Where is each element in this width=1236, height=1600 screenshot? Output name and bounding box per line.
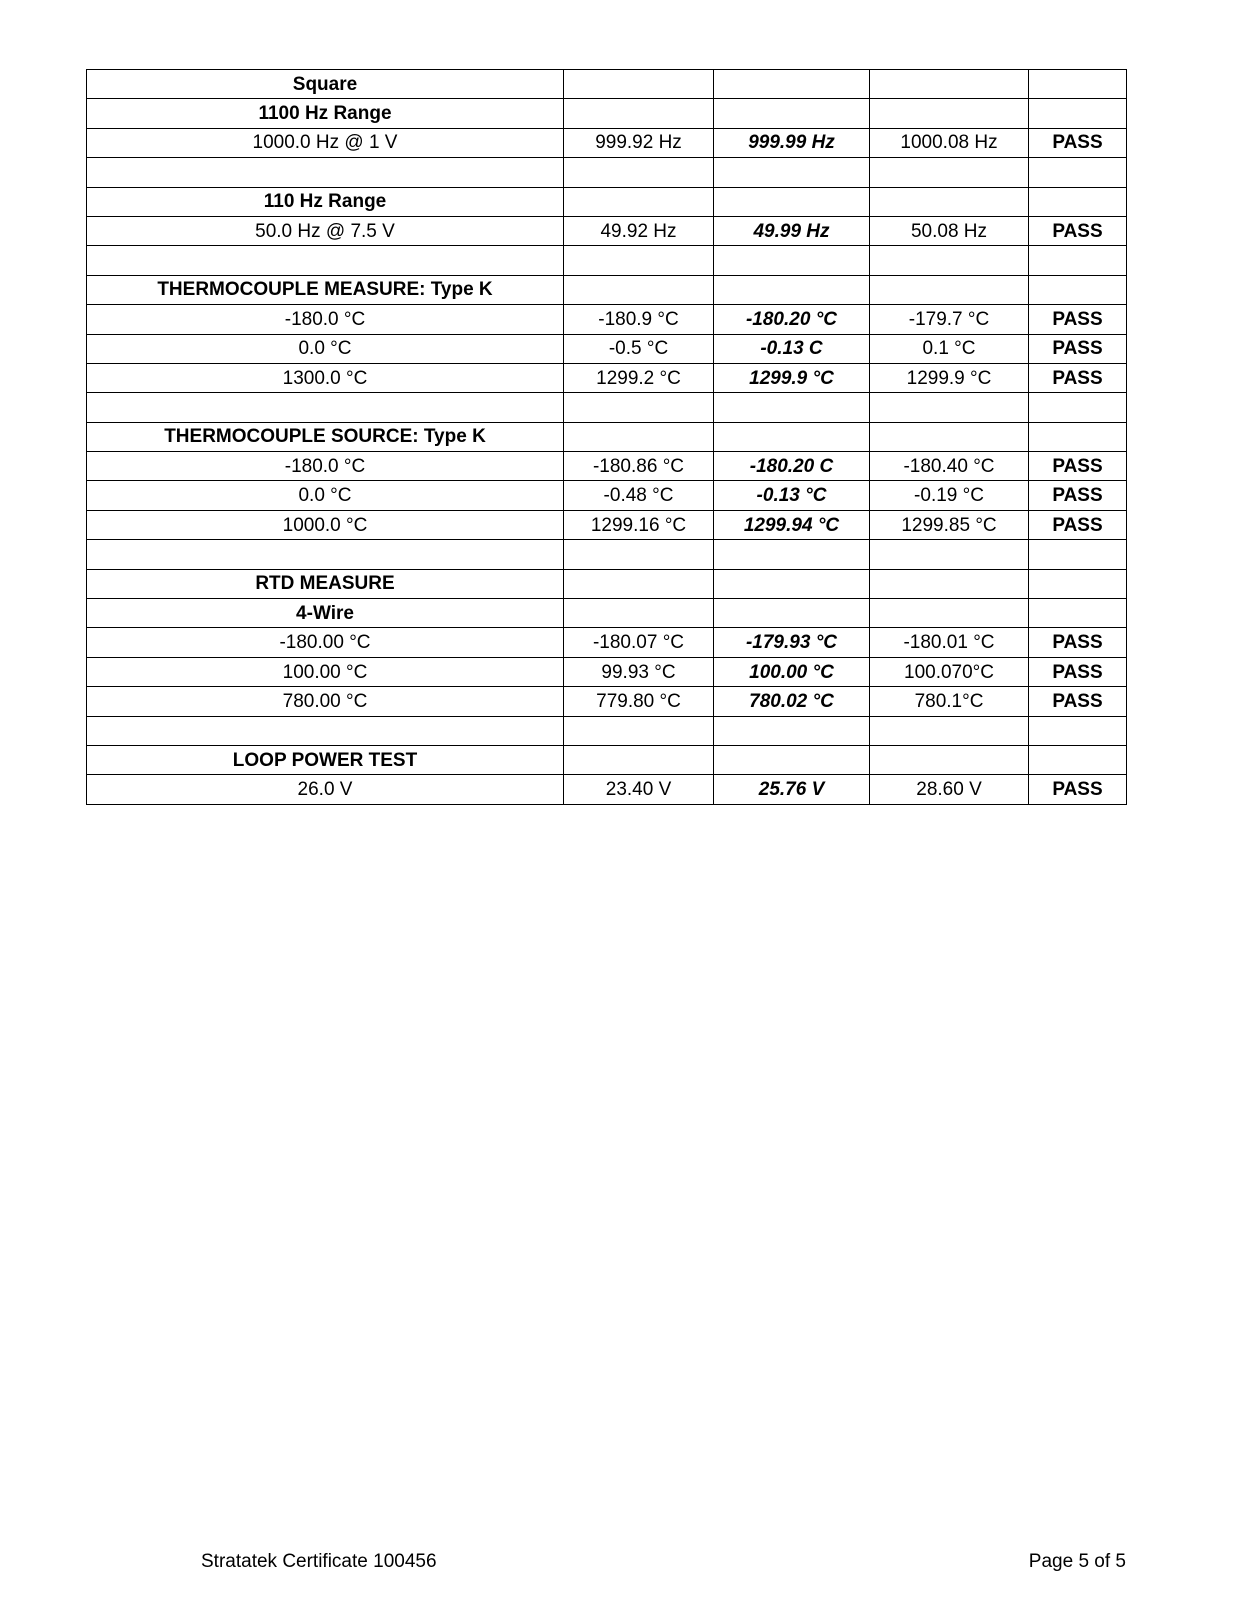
reading-cell (714, 70, 870, 99)
upper-limit-cell: 100.070°C (870, 657, 1029, 686)
upper-limit-cell (870, 275, 1029, 304)
blank-row (87, 158, 1127, 187)
result-cell (1029, 599, 1127, 628)
upper-limit-cell (870, 158, 1029, 187)
section-header-cell: THERMOCOUPLE MEASURE: Type K (87, 275, 564, 304)
section-header-cell: THERMOCOUPLE SOURCE: Type K (87, 422, 564, 451)
blank-row (87, 246, 1127, 275)
reading-cell (714, 540, 870, 569)
lower-limit-cell (564, 540, 714, 569)
reading-cell: -0.13 °C (714, 481, 870, 510)
section-header-row (87, 569, 1127, 598)
lower-limit-cell: -180.86 °C (564, 452, 714, 481)
upper-limit-cell: 1299.85 °C (870, 510, 1029, 539)
reading-cell: 1299.9 °C (714, 363, 870, 392)
upper-limit-cell (870, 745, 1029, 774)
lower-limit-cell: -0.5 °C (564, 334, 714, 363)
reading-cell (714, 187, 870, 216)
nominal-cell (87, 716, 564, 745)
nominal-cell (87, 540, 564, 569)
upper-limit-cell: 28.60 V (870, 775, 1029, 804)
reading-cell (714, 716, 870, 745)
result-cell (1029, 246, 1127, 275)
lower-limit-cell: 99.93 °C (564, 657, 714, 686)
result-cell: PASS (1029, 657, 1127, 686)
result-cell (1029, 422, 1127, 451)
reading-cell (714, 599, 870, 628)
reading-cell (714, 393, 870, 422)
nominal-cell: -180.00 °C (87, 628, 564, 657)
table-row (87, 452, 1127, 481)
result-cell: PASS (1029, 452, 1127, 481)
upper-limit-cell (870, 599, 1029, 628)
result-cell (1029, 716, 1127, 745)
upper-limit-cell (870, 569, 1029, 598)
reading-cell: 1299.94 °C (714, 510, 870, 539)
reading-cell: -0.13 C (714, 334, 870, 363)
lower-limit-cell (564, 70, 714, 99)
section-header-row (87, 70, 1127, 99)
result-cell (1029, 540, 1127, 569)
table-row (87, 363, 1127, 392)
section-header-cell: 4-Wire (87, 599, 564, 628)
footer-certificate: Stratatek Certificate 100456 (201, 1551, 437, 1572)
upper-limit-cell: 780.1°C (870, 687, 1029, 716)
lower-limit-cell (564, 158, 714, 187)
result-cell: PASS (1029, 481, 1127, 510)
nominal-cell: 1000.0 Hz @ 1 V (87, 128, 564, 157)
table-row (87, 216, 1127, 245)
result-cell: PASS (1029, 128, 1127, 157)
lower-limit-cell: 1299.2 °C (564, 363, 714, 392)
lower-limit-cell: -0.48 °C (564, 481, 714, 510)
table-row (87, 628, 1127, 657)
nominal-cell: 0.0 °C (87, 481, 564, 510)
result-cell: PASS (1029, 510, 1127, 539)
section-header-cell: 110 Hz Range (87, 187, 564, 216)
section-header-row (87, 275, 1127, 304)
table-row (87, 305, 1127, 334)
upper-limit-cell (870, 393, 1029, 422)
table-row (87, 128, 1127, 157)
upper-limit-cell: 50.08 Hz (870, 216, 1029, 245)
reading-cell: 25.76 V (714, 775, 870, 804)
nominal-cell: 780.00 °C (87, 687, 564, 716)
reading-cell: 999.99 Hz (714, 128, 870, 157)
upper-limit-cell (870, 540, 1029, 569)
upper-limit-cell: -0.19 °C (870, 481, 1029, 510)
section-header-cell: RTD MEASURE (87, 569, 564, 598)
reading-cell: -180.20 C (714, 452, 870, 481)
blank-row (87, 716, 1127, 745)
result-cell: PASS (1029, 628, 1127, 657)
section-header-row (87, 599, 1127, 628)
upper-limit-cell (870, 716, 1029, 745)
nominal-cell (87, 158, 564, 187)
lower-limit-cell (564, 187, 714, 216)
result-cell (1029, 187, 1127, 216)
blank-row (87, 393, 1127, 422)
section-header-cell: 1100 Hz Range (87, 99, 564, 128)
result-cell (1029, 745, 1127, 774)
table-row (87, 775, 1127, 804)
nominal-cell: 26.0 V (87, 775, 564, 804)
lower-limit-cell (564, 569, 714, 598)
reading-cell (714, 99, 870, 128)
nominal-cell: 1000.0 °C (87, 510, 564, 539)
section-header-row (87, 745, 1127, 774)
table-row (87, 334, 1127, 363)
reading-cell (714, 158, 870, 187)
result-cell: PASS (1029, 775, 1127, 804)
nominal-cell: 0.0 °C (87, 334, 564, 363)
section-header-cell: LOOP POWER TEST (87, 745, 564, 774)
lower-limit-cell: 999.92 Hz (564, 128, 714, 157)
upper-limit-cell (870, 99, 1029, 128)
table-row (87, 657, 1127, 686)
lower-limit-cell (564, 599, 714, 628)
upper-limit-cell: 1000.08 Hz (870, 128, 1029, 157)
lower-limit-cell (564, 422, 714, 451)
lower-limit-cell (564, 745, 714, 774)
result-cell (1029, 158, 1127, 187)
lower-limit-cell: 49.92 Hz (564, 216, 714, 245)
result-cell: PASS (1029, 216, 1127, 245)
upper-limit-cell (870, 246, 1029, 275)
lower-limit-cell (564, 246, 714, 275)
result-cell (1029, 275, 1127, 304)
upper-limit-cell (870, 70, 1029, 99)
reading-cell: -179.93 °C (714, 628, 870, 657)
calibration-results-table (86, 69, 1127, 805)
reading-cell: 100.00 °C (714, 657, 870, 686)
reading-cell (714, 422, 870, 451)
nominal-cell: -180.0 °C (87, 452, 564, 481)
section-header-row (87, 187, 1127, 216)
result-cell: PASS (1029, 305, 1127, 334)
reading-cell (714, 569, 870, 598)
lower-limit-cell: -180.07 °C (564, 628, 714, 657)
lower-limit-cell (564, 716, 714, 745)
lower-limit-cell: 779.80 °C (564, 687, 714, 716)
lower-limit-cell (564, 393, 714, 422)
upper-limit-cell: -180.40 °C (870, 452, 1029, 481)
result-cell (1029, 99, 1127, 128)
nominal-cell (87, 393, 564, 422)
table-row (87, 687, 1127, 716)
section-header-row (87, 422, 1127, 451)
reading-cell: 49.99 Hz (714, 216, 870, 245)
blank-row (87, 540, 1127, 569)
result-cell (1029, 569, 1127, 598)
table-row (87, 481, 1127, 510)
upper-limit-cell: -179.7 °C (870, 305, 1029, 334)
table-row (87, 510, 1127, 539)
upper-limit-cell (870, 187, 1029, 216)
reading-cell: 780.02 °C (714, 687, 870, 716)
section-header-cell: Square (87, 70, 564, 99)
nominal-cell (87, 246, 564, 275)
upper-limit-cell: 1299.9 °C (870, 363, 1029, 392)
result-cell (1029, 393, 1127, 422)
result-cell: PASS (1029, 363, 1127, 392)
footer-page-number: Page 5 of 5 (1028, 1551, 1126, 1572)
nominal-cell: 100.00 °C (87, 657, 564, 686)
reading-cell (714, 246, 870, 275)
lower-limit-cell (564, 99, 714, 128)
reading-cell (714, 275, 870, 304)
reading-cell (714, 745, 870, 774)
reading-cell: -180.20 °C (714, 305, 870, 334)
upper-limit-cell: -180.01 °C (870, 628, 1029, 657)
lower-limit-cell: -180.9 °C (564, 305, 714, 334)
nominal-cell: 50.0 Hz @ 7.5 V (87, 216, 564, 245)
result-cell: PASS (1029, 334, 1127, 363)
result-cell (1029, 70, 1127, 99)
nominal-cell: 1300.0 °C (87, 363, 564, 392)
nominal-cell: -180.0 °C (87, 305, 564, 334)
section-header-row (87, 99, 1127, 128)
upper-limit-cell (870, 422, 1029, 451)
upper-limit-cell: 0.1 °C (870, 334, 1029, 363)
lower-limit-cell: 23.40 V (564, 775, 714, 804)
result-cell: PASS (1029, 687, 1127, 716)
lower-limit-cell: 1299.16 °C (564, 510, 714, 539)
lower-limit-cell (564, 275, 714, 304)
